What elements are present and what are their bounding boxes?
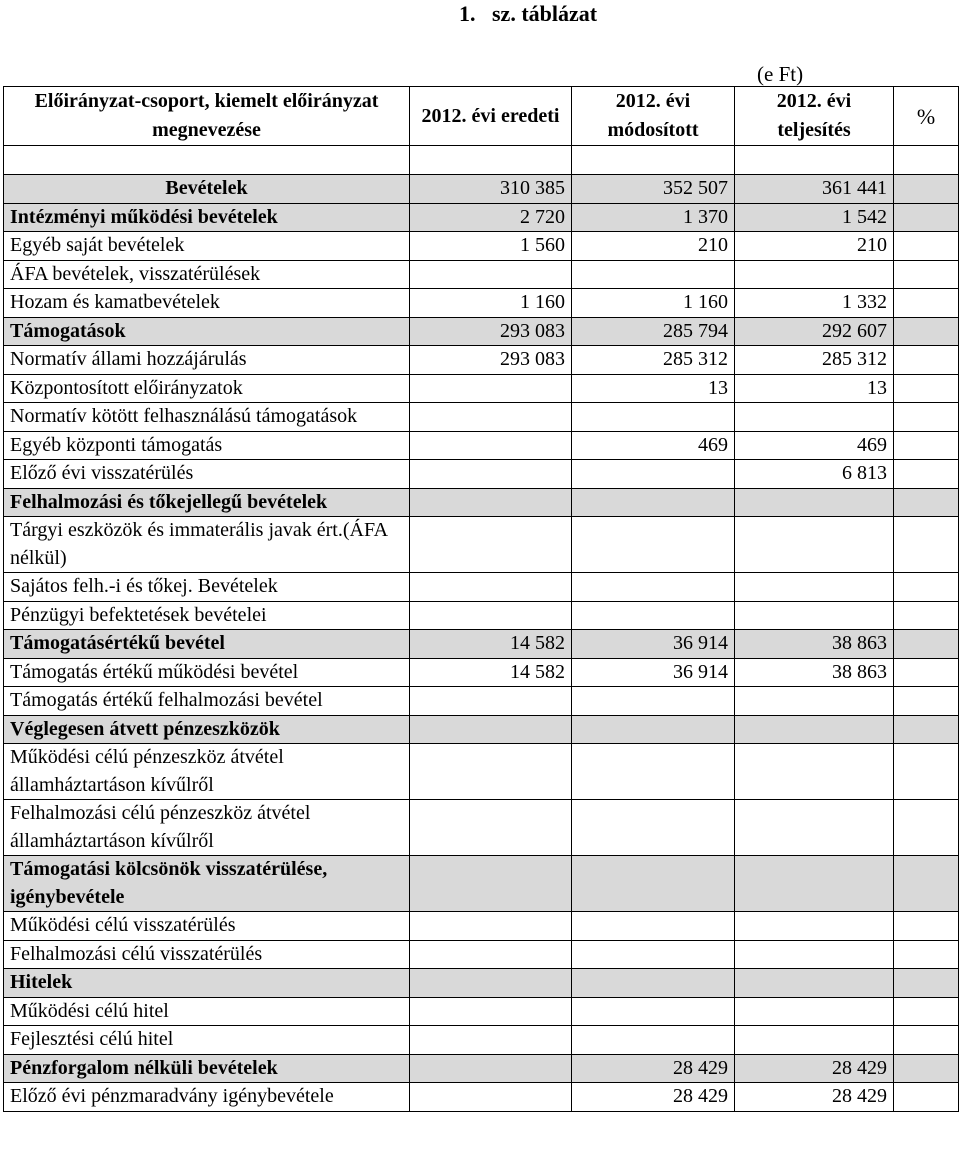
cell-actual	[735, 403, 894, 432]
cell-actual	[735, 744, 894, 800]
cell-modified	[572, 1026, 735, 1055]
row-label: Támogatási kölcsönök visszatérülése, igénybevétele	[4, 856, 410, 912]
cell-modified: 28 429	[572, 1083, 735, 1112]
cell-percent	[894, 260, 959, 289]
cell-original: 2 720	[410, 203, 572, 232]
table-row	[4, 374, 959, 403]
header-percent: %	[894, 87, 959, 146]
table-row	[4, 1026, 959, 1055]
table-row	[4, 517, 959, 573]
row-label: Hitelek	[4, 969, 410, 998]
cell-original	[410, 573, 572, 602]
table-row	[4, 687, 959, 716]
table-row	[4, 630, 959, 659]
cell-original	[410, 1026, 572, 1055]
row-label: Véglegesen átvett pénzeszközök	[4, 715, 410, 744]
cell-actual: 285 312	[735, 346, 894, 375]
cell-original: 14 582	[410, 658, 572, 687]
table-row	[4, 912, 959, 941]
cell-modified: 36 914	[572, 630, 735, 659]
unit-note: (e Ft)	[757, 62, 804, 86]
cell-original	[410, 856, 572, 912]
cell-actual: 6 813	[735, 460, 894, 489]
cell-percent	[894, 715, 959, 744]
cell-original	[410, 940, 572, 969]
table-row	[4, 488, 959, 517]
cell-percent	[894, 856, 959, 912]
cell-actual: 13	[735, 374, 894, 403]
cell-modified	[572, 912, 735, 941]
cell-original	[410, 601, 572, 630]
cell-actual	[735, 488, 894, 517]
row-label: Támogatás értékű felhalmozási bevétel	[4, 687, 410, 716]
cell-percent	[894, 403, 959, 432]
cell-percent	[894, 431, 959, 460]
table-row	[4, 601, 959, 630]
cell-percent	[894, 912, 959, 941]
row-label: Felhalmozási célú visszatérülés	[4, 940, 410, 969]
cell-percent	[894, 1026, 959, 1055]
cell-actual: 38 863	[735, 630, 894, 659]
table-row	[4, 997, 959, 1026]
cell-actual	[735, 969, 894, 998]
cell-original: 1 160	[410, 289, 572, 318]
cell-percent	[894, 374, 959, 403]
table-row	[4, 175, 959, 204]
row-label: Normatív állami hozzájárulás	[4, 346, 410, 375]
cell-original: 1 560	[410, 232, 572, 261]
cell-modified	[572, 969, 735, 998]
cell-original	[410, 687, 572, 716]
cell-actual	[735, 715, 894, 744]
cell-actual	[735, 856, 894, 912]
table-row	[4, 431, 959, 460]
header-modified: 2012. évi módosított	[572, 87, 735, 146]
table-row	[4, 289, 959, 318]
cell-actual	[735, 1026, 894, 1055]
cell-percent	[894, 517, 959, 573]
table-row	[4, 317, 959, 346]
cell-actual: 469	[735, 431, 894, 460]
row-label: Felhalmozási és tőkejellegű bevételek	[4, 488, 410, 517]
cell-percent	[894, 573, 959, 602]
cell-modified	[572, 800, 735, 856]
cell-percent	[894, 601, 959, 630]
cell-modified	[572, 744, 735, 800]
cell-percent	[894, 175, 959, 204]
table-row	[4, 403, 959, 432]
table-row	[4, 969, 959, 998]
table-row	[4, 744, 959, 800]
cell-percent	[894, 997, 959, 1026]
cell-original	[410, 460, 572, 489]
cell-modified	[572, 997, 735, 1026]
row-label: Működési célú visszatérülés	[4, 912, 410, 941]
cell-actual	[735, 573, 894, 602]
row-label: Támogatások	[4, 317, 410, 346]
cell-modified	[572, 260, 735, 289]
cell-percent	[894, 460, 959, 489]
table-row	[4, 346, 959, 375]
cell-modified: 469	[572, 431, 735, 460]
row-label: Felhalmozási célú pénzeszköz átvétel államháztartáson kívűlről	[4, 800, 410, 856]
row-label: Intézményi működési bevételek	[4, 203, 410, 232]
cell-original	[410, 744, 572, 800]
table-row	[4, 573, 959, 602]
table-row	[4, 232, 959, 261]
cell-modified: 1 160	[572, 289, 735, 318]
table-row	[4, 1054, 959, 1083]
cell-modified	[572, 403, 735, 432]
cell-actual	[735, 687, 894, 716]
cell-original	[410, 1083, 572, 1112]
cell-original	[410, 997, 572, 1026]
document-title: 1. sz. táblázat	[459, 1, 598, 26]
row-label: Hozam és kamatbevételek	[4, 289, 410, 318]
cell-percent	[894, 630, 959, 659]
table-row	[4, 1083, 959, 1112]
table-row	[4, 658, 959, 687]
cell-actual	[735, 601, 894, 630]
cell-modified	[572, 573, 735, 602]
cell-original	[410, 969, 572, 998]
cell-modified	[572, 856, 735, 912]
table-row	[4, 856, 959, 912]
cell-modified: 28 429	[572, 1054, 735, 1083]
table-row	[4, 800, 959, 856]
cell-original	[410, 1054, 572, 1083]
header-original: 2012. évi eredeti	[410, 87, 572, 146]
row-label: Támogatás értékű működési bevétel	[4, 658, 410, 687]
cell-actual	[735, 260, 894, 289]
cell-percent	[894, 317, 959, 346]
revenue-table	[3, 86, 959, 1112]
cell-percent	[894, 232, 959, 261]
row-label: Működési célú hitel	[4, 997, 410, 1026]
row-label: Normatív kötött felhasználású támogatások	[4, 403, 410, 432]
cell-original: 310 385	[410, 175, 572, 204]
cell-actual	[735, 997, 894, 1026]
cell-percent	[894, 658, 959, 687]
cell-actual	[735, 940, 894, 969]
table-row	[4, 460, 959, 489]
cell-percent	[894, 800, 959, 856]
row-label: Központosított előirányzatok	[4, 374, 410, 403]
cell-actual: 28 429	[735, 1083, 894, 1112]
cell-modified: 352 507	[572, 175, 735, 204]
cell-modified	[572, 687, 735, 716]
row-label: Egyéb saját bevételek	[4, 232, 410, 261]
row-label: Támogatásértékű bevétel	[4, 630, 410, 659]
cell-original	[410, 517, 572, 573]
cell-modified: 36 914	[572, 658, 735, 687]
cell-percent	[894, 687, 959, 716]
table-row	[4, 715, 959, 744]
cell-original	[410, 403, 572, 432]
cell-percent	[894, 289, 959, 318]
cell-percent	[894, 744, 959, 800]
cell-original	[410, 431, 572, 460]
cell-modified: 285 794	[572, 317, 735, 346]
cell-modified: 13	[572, 374, 735, 403]
header-spacer-row	[4, 146, 959, 175]
row-label: Előző évi pénzmaradvány igénybevétele	[4, 1083, 410, 1112]
cell-actual	[735, 800, 894, 856]
cell-actual	[735, 912, 894, 941]
cell-original	[410, 488, 572, 517]
cell-modified	[572, 601, 735, 630]
row-label: Tárgyi eszközök és immaterális javak ért.(ÁFA nélkül)	[4, 517, 410, 573]
table-header-row	[4, 87, 959, 146]
row-label: Pénzügyi befektetések bevételei	[4, 601, 410, 630]
cell-modified: 285 312	[572, 346, 735, 375]
header-actual: 2012. évi teljesítés	[735, 87, 894, 146]
row-label: Egyéb központi támogatás	[4, 431, 410, 460]
cell-modified	[572, 460, 735, 489]
row-label: Fejlesztési célú hitel	[4, 1026, 410, 1055]
cell-percent	[894, 940, 959, 969]
table-body	[4, 175, 959, 1112]
cell-original	[410, 374, 572, 403]
cell-actual: 361 441	[735, 175, 894, 204]
cell-modified	[572, 517, 735, 573]
header-name: Előirányzat-csoport, kiemelt előirányzat megnevezése	[4, 87, 410, 146]
cell-actual: 1 542	[735, 203, 894, 232]
cell-original	[410, 260, 572, 289]
row-label: Sajátos felh.-i és tőkej. Bevételek	[4, 573, 410, 602]
cell-original	[410, 715, 572, 744]
cell-original	[410, 800, 572, 856]
cell-modified	[572, 715, 735, 744]
cell-original: 293 083	[410, 346, 572, 375]
cell-modified	[572, 940, 735, 969]
cell-actual: 1 332	[735, 289, 894, 318]
cell-modified: 1 370	[572, 203, 735, 232]
row-label: Működési célú pénzeszköz átvétel államháztartáson kívűlről	[4, 744, 410, 800]
cell-modified: 210	[572, 232, 735, 261]
table-row	[4, 203, 959, 232]
cell-actual: 28 429	[735, 1054, 894, 1083]
row-label: ÁFA bevételek, visszatérülések	[4, 260, 410, 289]
table-row	[4, 940, 959, 969]
cell-original: 14 582	[410, 630, 572, 659]
cell-percent	[894, 969, 959, 998]
cell-original	[410, 912, 572, 941]
cell-actual: 210	[735, 232, 894, 261]
cell-actual: 38 863	[735, 658, 894, 687]
cell-percent	[894, 1054, 959, 1083]
cell-percent	[894, 488, 959, 517]
row-label: Bevételek	[4, 175, 410, 204]
cell-original: 293 083	[410, 317, 572, 346]
cell-percent	[894, 1083, 959, 1112]
cell-modified	[572, 488, 735, 517]
cell-actual	[735, 517, 894, 573]
table-row	[4, 260, 959, 289]
cell-actual: 292 607	[735, 317, 894, 346]
row-label: Pénzforgalom nélküli bevételek	[4, 1054, 410, 1083]
cell-percent	[894, 203, 959, 232]
cell-percent	[894, 346, 959, 375]
row-label: Előző évi visszatérülés	[4, 460, 410, 489]
